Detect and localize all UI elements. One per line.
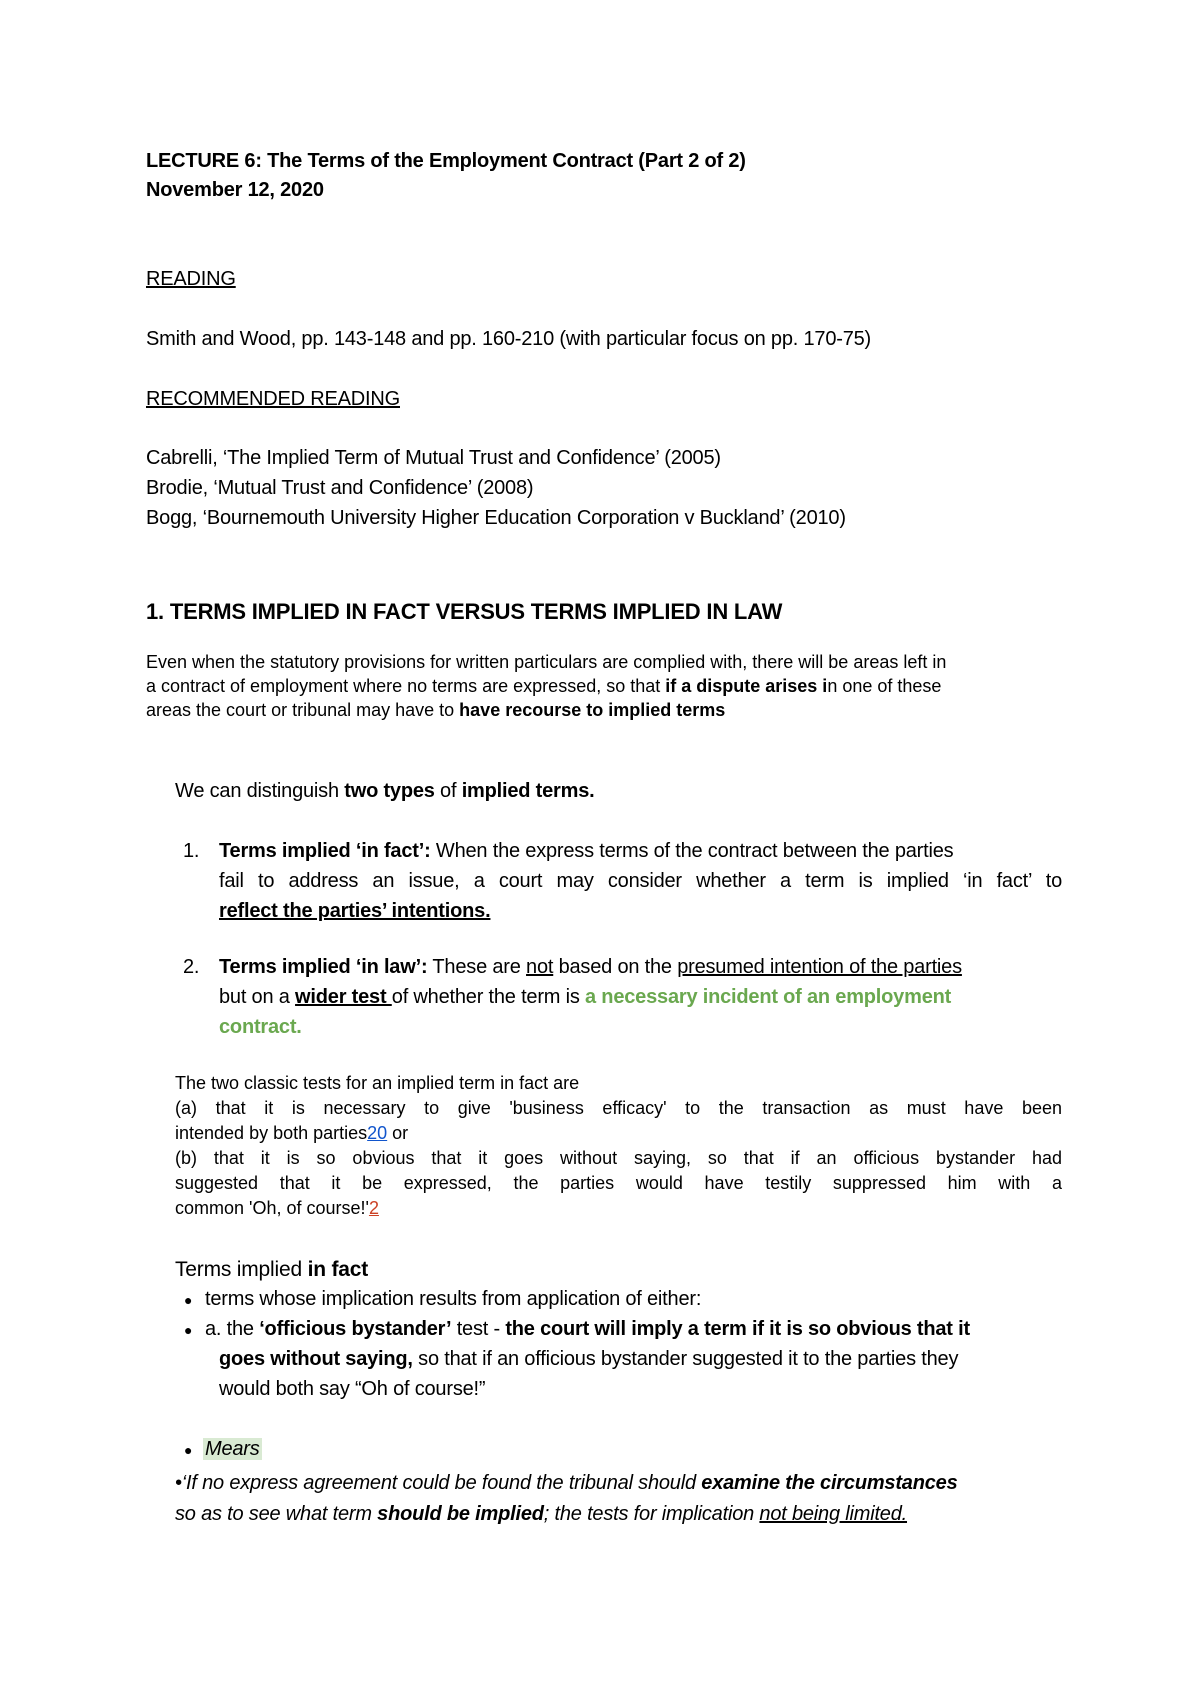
list-item-line — [219, 986, 951, 1009]
list-item-line: fail to address an issue, a court may consider whether a term is implied ‘in fact’ to — [219, 870, 1062, 892]
text: or — [387, 1123, 409, 1143]
footnote-link[interactable]: 20 — [367, 1123, 388, 1143]
recommended-item: Brodie, ‘Mutual Trust and Confidence’ (2008) — [146, 477, 534, 499]
list-item-line: contract. — [219, 1016, 302, 1038]
text: •‘If no express agreement could be found the tribunal should — [175, 1472, 702, 1494]
bold-italic-text: examine the circumstances — [701, 1472, 958, 1494]
tests-line — [175, 1123, 408, 1144]
mears-case-label: Mears — [205, 1438, 260, 1460]
bold-text: ‘officious bystander’ — [259, 1318, 452, 1340]
bullet-icon: ● — [184, 1442, 193, 1458]
list-item-line — [219, 956, 962, 979]
text: intended by both parties — [175, 1123, 368, 1143]
tests-line — [175, 1198, 379, 1219]
text: test - — [451, 1318, 506, 1340]
section-heading: 1. TERMS IMPLIED IN FACT VERSUS TERMS IMPLIED IN LAW — [146, 599, 783, 624]
intro-text: a contract of employment where no terms are expressed, so that — [146, 676, 666, 696]
lecture-date: November 12, 2020 — [146, 179, 324, 201]
text: of — [434, 780, 462, 802]
green-text: a necessary incident of an employment — [585, 986, 952, 1008]
underlined-text: not — [526, 956, 554, 978]
text: Terms implied — [175, 1258, 308, 1281]
bold-text: the court will imply a term if it is so obvious that it — [505, 1318, 970, 1340]
tests-line: The two classic tests for an implied term in fact are — [175, 1073, 580, 1093]
subheading — [175, 1258, 368, 1282]
list-number: 2. — [183, 956, 200, 978]
distinguish-line — [175, 780, 595, 803]
bullet-icon: ● — [184, 1292, 193, 1308]
bold-text: implied terms. — [461, 780, 595, 802]
bold-underlined-text: wider test — [295, 986, 392, 1008]
text: so that if an officious bystander suggested it to the parties they — [412, 1348, 959, 1370]
text: but on a — [219, 986, 296, 1008]
case-name — [203, 1438, 262, 1461]
underlined-italic-text: not being limited. — [759, 1503, 908, 1525]
bullet-text — [205, 1318, 970, 1341]
intro-line — [146, 700, 725, 721]
recommended-reading-heading: RECOMMENDED READING — [146, 388, 400, 410]
intro-bold-text: have recourse to implied terms — [459, 700, 726, 720]
bullet-text: terms whose implication results from application of either: — [205, 1288, 702, 1310]
bullet-text: would both say “Oh of course!” — [219, 1378, 486, 1400]
text: ; the tests for implication — [543, 1503, 760, 1525]
intro-text: areas the court or tribunal may have to — [146, 700, 460, 720]
text — [219, 840, 953, 863]
bullet-text — [219, 1348, 958, 1371]
recommended-item: Cabrelli, ‘The Implied Term of Mutual Trust and Confidence’ (2005) — [146, 447, 721, 469]
text: based on the — [553, 956, 678, 978]
intro-line — [146, 676, 941, 697]
intro-bold-text: if a dispute arises i — [665, 676, 828, 696]
intro-line: Even when the statutory provisions for written particulars are complied with, there will be areas left in — [146, 652, 947, 672]
bold-text: Terms implied ‘in fact’: — [219, 840, 431, 862]
text: so as to see what term — [175, 1503, 378, 1525]
bold-text: two types — [344, 780, 435, 802]
bold-text: in fact — [307, 1258, 369, 1281]
quote-line — [175, 1503, 907, 1526]
text: When the express terms of the contract between the parties — [430, 840, 954, 862]
text: of whether the term is — [391, 986, 586, 1008]
list-item-line: reflect the parties’ intentions. — [219, 900, 491, 922]
intro-text: n one of these — [827, 676, 942, 696]
footnote-link[interactable]: 2 — [368, 1198, 379, 1218]
list-number: 1. — [183, 840, 200, 862]
bold-italic-text: should be implied — [377, 1503, 544, 1525]
text: These are — [427, 956, 527, 978]
bullet-icon: ● — [184, 1322, 193, 1338]
quote-line — [175, 1472, 958, 1495]
recommended-item: Bogg, ‘Bournemouth University Higher Education Corporation v Buckland’ (2010) — [146, 507, 846, 529]
tests-line: (b) that it is so obvious that it goes without saying, so that if an officious bystander had — [175, 1148, 1062, 1168]
reading-text: Smith and Wood, pp. 143-148 and pp. 160-210 (with particular focus on pp. 170-75) — [146, 328, 872, 350]
bold-text: Terms implied ‘in law’: — [219, 956, 428, 978]
tests-line: suggested that it be expressed, the parties would have testily suppressed him with a — [175, 1173, 1062, 1193]
text: We can distinguish — [175, 780, 345, 802]
lecture-title: LECTURE 6: The Terms of the Employment Contract (Part 2 of 2) — [146, 150, 746, 172]
underlined-text: presumed intention of the parties — [677, 956, 962, 978]
tests-line: (a) that it is necessary to give 'business efficacy' to the transaction as must have been — [175, 1098, 1062, 1118]
list-item-line — [219, 840, 1062, 863]
text: common 'Oh, of course!' — [175, 1198, 369, 1218]
reading-heading: READING — [146, 268, 236, 290]
text: a. the — [205, 1318, 260, 1340]
bold-text: goes without saying, — [219, 1348, 413, 1370]
